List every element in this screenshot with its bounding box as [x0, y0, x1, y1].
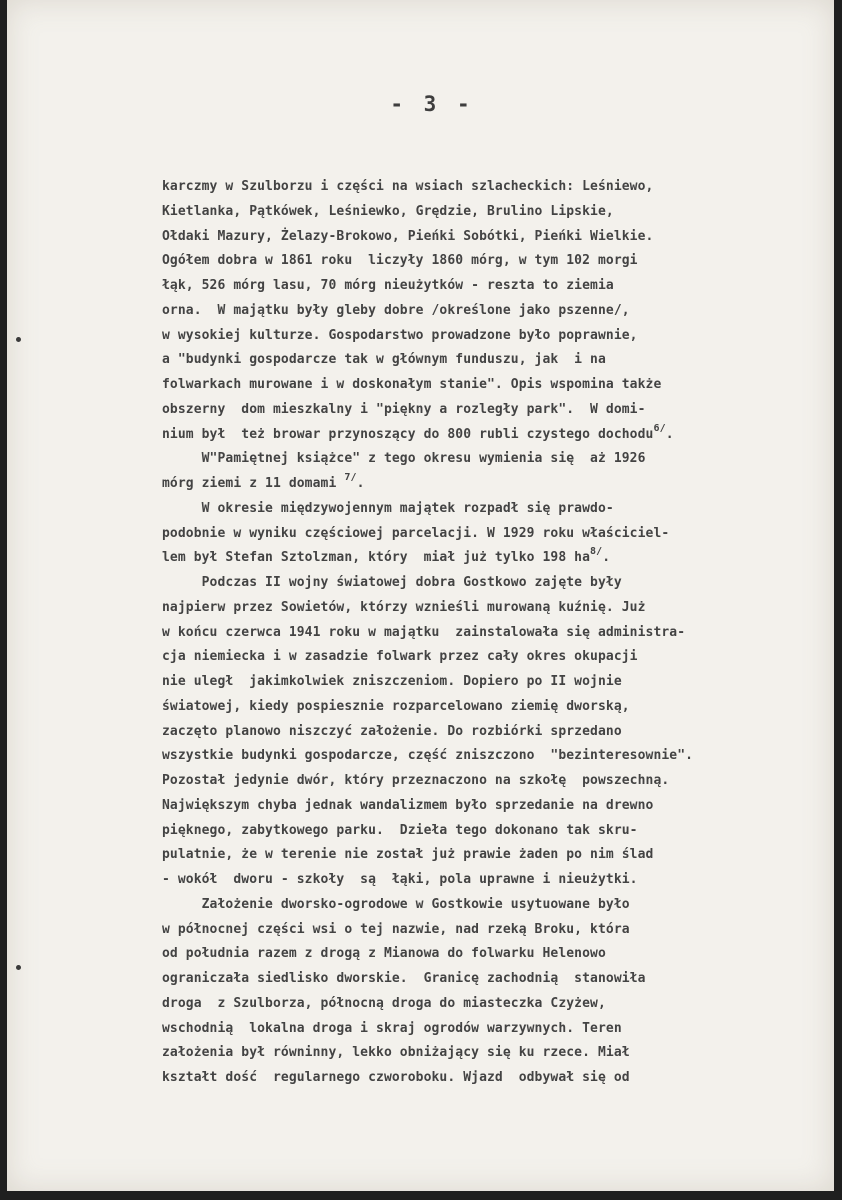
text-line	[162, 546, 842, 571]
text-line	[162, 571, 842, 596]
document-body	[162, 175, 842, 1091]
footnote-marker: 6/	[653, 422, 666, 434]
text-line	[162, 967, 842, 992]
line-punctuation: .	[665, 426, 674, 442]
text-line	[162, 175, 842, 200]
text-line	[162, 225, 842, 250]
text-line	[162, 843, 842, 868]
line-text: orna. W majątku były gleby dobre /określone jako pszenne/,	[162, 302, 630, 318]
text-line	[162, 1017, 842, 1042]
line-text: obszerny dom mieszkalny i "piękny a rozległy park". W domi-	[162, 401, 646, 417]
line-text: Pozostał jedynie dwór, który przeznaczono na szkołę powszechną.	[162, 773, 670, 788]
line-text: folwarkach murowane i w doskonałym stanie". Opis wspomina także	[162, 377, 662, 392]
text-line	[162, 1066, 842, 1091]
line-text: Kietlanka, Pątkówek, Leśniewko, Grędzie, Brulino Lipskie,	[162, 203, 614, 219]
text-line	[162, 522, 842, 547]
text-line	[162, 893, 842, 918]
footnote-marker: 8/	[590, 546, 603, 558]
line-punctuation: .	[602, 550, 611, 566]
line-text: kształt dość regularnego czworoboku. Wjazd odbywał się od	[162, 1070, 630, 1085]
line-punctuation: .	[356, 476, 365, 491]
text-line	[162, 918, 842, 943]
text-line	[162, 744, 842, 769]
text-line	[162, 200, 842, 225]
line-text: nium był też browar przynoszący do 800 rubli czystego dochodu	[162, 426, 654, 442]
text-line	[162, 819, 842, 844]
text-line	[162, 423, 842, 448]
page-number: - 3 -	[390, 92, 474, 116]
line-text: w północnej części wsi o tej nazwie, nad rzeką Broku, która	[162, 921, 630, 937]
punch-hole-top	[16, 337, 21, 342]
text-line	[162, 324, 842, 349]
punch-hole-bottom	[16, 965, 21, 970]
line-text: w wysokiej kulturze. Gospodarstwo prowadzone było poprawnie,	[162, 327, 638, 343]
line-text: karczmy w Szulborzu i części na wsiach szlacheckich: Leśniewo,	[162, 179, 654, 194]
text-line	[162, 596, 842, 621]
line-text: od południa razem z drogą z Mianowa do folwarku Helenowo	[162, 946, 606, 962]
text-line	[162, 621, 842, 646]
footnote-marker: 7/	[344, 472, 357, 483]
line-text: Ogółem dobra w 1861 roku liczyły 1860 mórg, w tym 102 morgi	[162, 253, 638, 269]
line-text: Największym chyba jednak wandalizmem było sprzedanie na drewno	[162, 797, 654, 813]
line-text: W"Pamiętnej książce" z tego okresu wymienia się aż 1926	[162, 451, 646, 467]
text-line	[162, 447, 842, 472]
line-text: założenia był równinny, lekko obniżający się ku rzece. Miał	[162, 1045, 630, 1061]
text-line	[162, 398, 842, 423]
line-text: podobnie w wyniku częściowej parcelacji. W 1929 roku właściciel-	[162, 525, 670, 541]
text-line	[162, 670, 842, 695]
text-line	[162, 373, 842, 398]
line-text: wschodnią lokalna droga i skraj ogrodów warzywnych. Teren	[162, 1020, 622, 1036]
text-line	[162, 348, 842, 373]
line-text: nie uległ jakimkolwiek zniszczeniom. Dopiero po II wojnie	[162, 674, 622, 689]
text-line	[162, 249, 842, 274]
text-line	[162, 299, 842, 324]
text-line	[162, 794, 842, 819]
text-line	[162, 497, 842, 522]
text-line	[162, 720, 842, 745]
text-line	[162, 942, 842, 967]
line-text: a "budynki gospodarcze tak w głównym funduszu, jak i na	[162, 352, 606, 368]
line-text: zaczęto planowo niszczyć założenie. Do rozbiórki sprzedano	[162, 723, 622, 739]
line-text: w końcu czerwca 1941 roku w majątku zainstalowała się administra-	[162, 624, 686, 640]
text-line	[162, 868, 842, 893]
line-text: droga z Szulborza, północną droga do miasteczka Czyżew,	[162, 995, 606, 1011]
line-text: łąk, 526 mórg lasu, 70 mórg nieużytków - reszta to ziemia	[162, 278, 614, 293]
line-text: Podczas II wojny światowej dobra Gostkowo zajęte były	[162, 575, 622, 590]
line-text: Ołdaki Mazury, Żelazy-Brokowo, Pieńki Sobótki, Pieńki Wielkie.	[162, 228, 654, 244]
text-line	[162, 472, 842, 497]
line-text: najpierw przez Sowietów, którzy wznieśli murowaną kuźnię. Już	[162, 599, 646, 615]
line-text: pięknego, zabytkowego parku. Dzieła tego dokonano tak skru-	[162, 822, 638, 838]
line-text: cja niemiecka i w zasadzie folwark przez cały okres okupacji	[162, 649, 638, 665]
line-text: pulatnie, że w terenie nie został już prawie żaden po nim ślad	[162, 847, 654, 863]
line-text: W okresie międzywojennym majątek rozpadł się prawdo-	[162, 500, 614, 516]
document-page	[7, 0, 834, 1191]
text-line	[162, 1041, 842, 1066]
line-text: światowej, kiedy pospiesznie rozparcelowano ziemię dworską,	[162, 698, 630, 714]
line-text: ograniczała siedlisko dworskie. Granicę zachodnią stanowiła	[162, 971, 646, 986]
line-text: mórg ziemi z 11 domami	[162, 476, 345, 491]
line-text: Założenie dworsko-ogrodowe w Gostkowie usytuowane było	[162, 896, 630, 912]
text-line	[162, 645, 842, 670]
text-line	[162, 695, 842, 720]
line-text: wszystkie budynki gospodarcze, część zniszczono "bezinteresownie".	[162, 748, 694, 764]
text-line	[162, 769, 842, 794]
line-text: - wokół dworu - szkoły są łąki, pola uprawne i nieużytki.	[162, 872, 638, 887]
text-line	[162, 274, 842, 299]
text-line	[162, 992, 842, 1017]
line-text: lem był Stefan Sztolzman, który miał już tylko 198 ha	[162, 550, 591, 566]
